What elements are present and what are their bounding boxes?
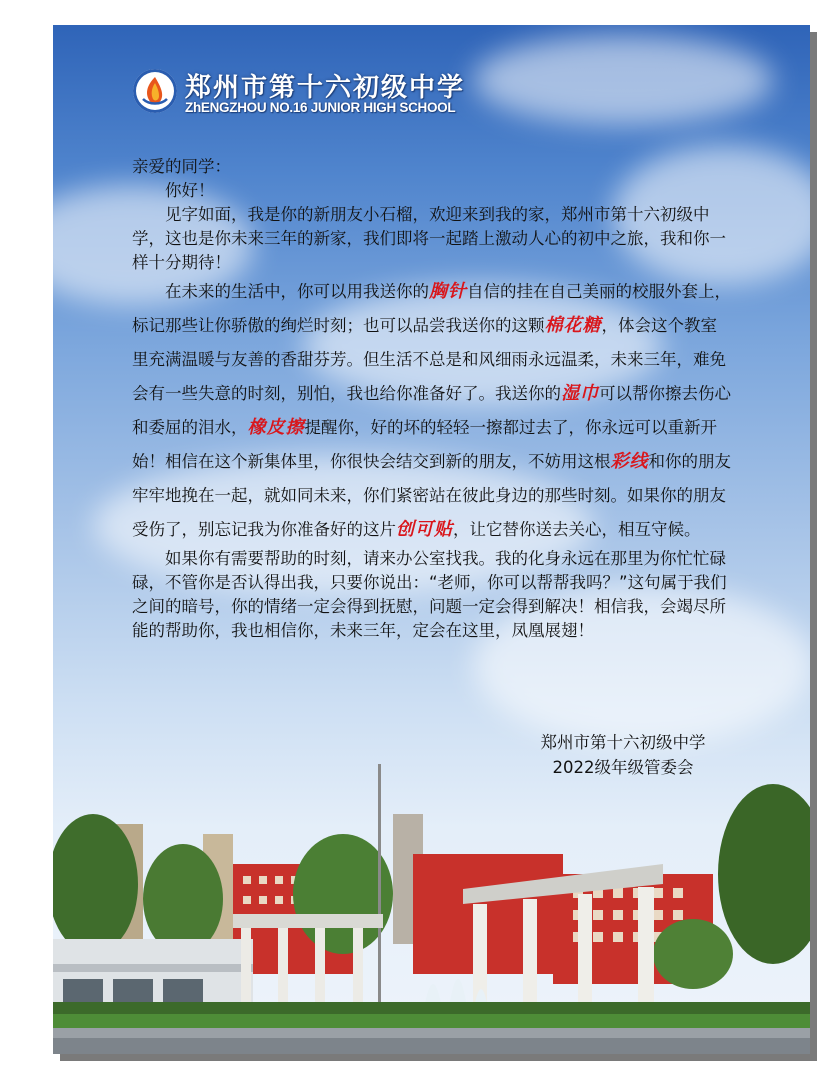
gift-eraser: 橡皮擦: [247, 417, 305, 438]
greeting: 亲爱的同学：: [132, 157, 231, 176]
gift-wet-wipe: 湿巾: [561, 383, 599, 404]
paragraph-help: 如果你有需要帮助的时刻，请来办公室找我。我的化身永远在那里为你忙忙碌碌，不管你是否认得出我，只要你说出：“老师，你可以帮帮我吗？”这句属于我们之间的暗号，你的情绪一定会得到抚慰，问题一定会得到解决！相信我，会竭尽所能的帮助你，我也相信你，未来三年，定会在这里，凤凰展翅！: [132, 549, 727, 640]
signature-committee: 2022级年级管委会: [552, 758, 694, 777]
gifts-text: ，体会这个教室里充满温暖与友善的香甜芬芳。但生活不总是和风细雨永远温柔，未来三年，难免会有一些失意的时刻，别怕，我也给你准备好了。我送你的: [132, 316, 726, 403]
gift-brooch: 胸针: [429, 281, 467, 302]
gift-marshmallow: 棉花糖: [544, 315, 602, 336]
gift-colored-thread: 彩线: [610, 451, 649, 472]
gifts-text: 自信的挂在自己美丽的校服外套上，标记那些让你骄傲的绚烂时刻；也可以品尝我送你的这颗: [132, 282, 731, 335]
letter-page: [53, 25, 810, 1054]
signature-school: 郑州市第十六初级中学: [540, 733, 706, 752]
school-name-english: ZhENGZHOU NO.16 JUNIOR HIGH SCHOOL: [185, 100, 456, 115]
gifts-text: ，让它替你送去关心，相互守候。: [453, 520, 701, 539]
cloud: [473, 35, 773, 125]
gifts-text: 可以帮你擦去伤心和委屈的泪水，: [132, 384, 731, 437]
campus-scene: [53, 764, 810, 1054]
gifts-text: 和你的朋友牢牢地挽在一起，就如同未来，你们紧密站在彼此身边的那些时刻。如果你的朋友受伤了，别忘记我为你准备好的这片: [132, 452, 731, 539]
school-logo: [133, 67, 473, 119]
school-name: 郑州市第十六初级中学: [185, 73, 466, 103]
gift-band-aid: 创可贴: [396, 519, 453, 540]
paragraph-intro: 见字如面，我是你的新朋友小石榴，欢迎来到我的家，郑州市第十六初级中学，这也是你未来三年的新家，我们即将一起踏上激动人心的初中之旅，我和你一样十分期待！: [132, 205, 726, 272]
gifts-text: 在未来的生活中，你可以用我送你的: [165, 282, 429, 301]
letter-body: [132, 155, 732, 643]
hello-line: 你好！: [165, 181, 215, 200]
paragraph-gifts: [132, 275, 732, 547]
phoenix-flame-icon: [133, 69, 177, 113]
gifts-text: 提醒你，好的坏的轻轻一擦都过去了，你永远可以重新开始！相信在这个新集体里，你很快会结交到新的朋友，不妨用这根: [132, 418, 717, 471]
